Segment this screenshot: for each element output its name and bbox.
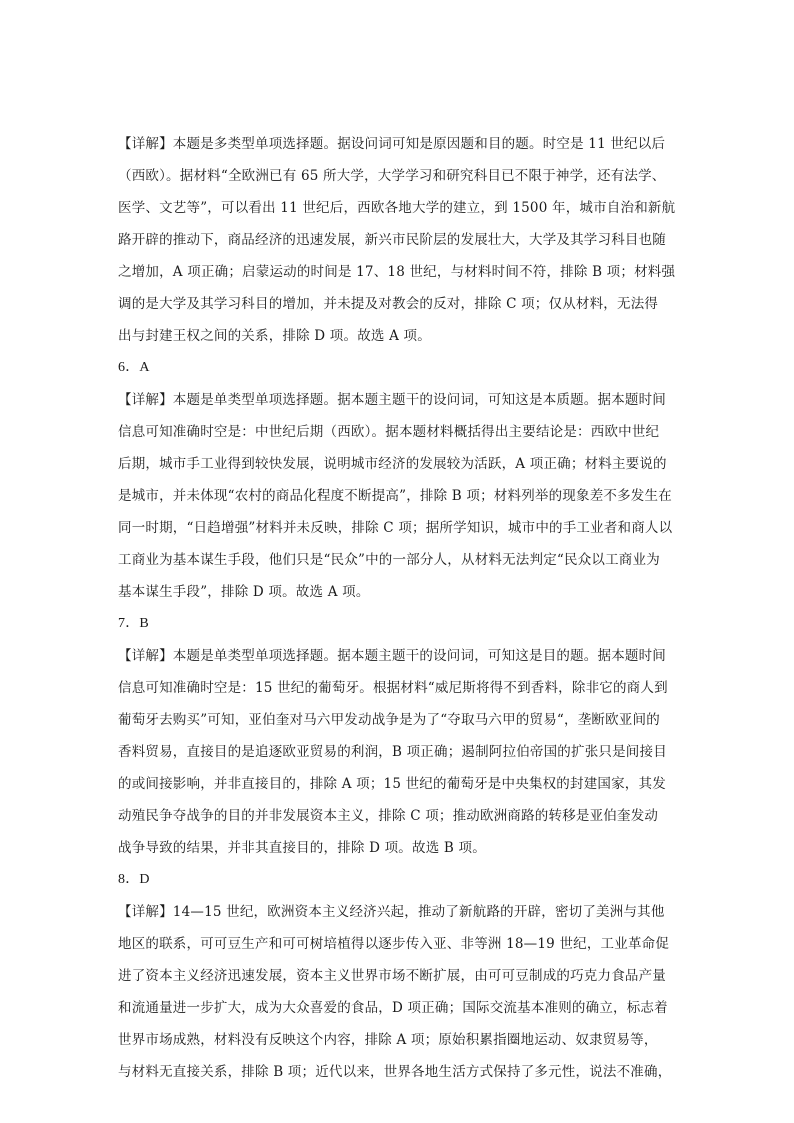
text-line: 信息可知准确时空是：中世纪后期（西欧）。据本题材料概括得出主要结论是：西欧中世纪 [118,424,660,440]
question-7 [118,608,678,864]
explanation-block-5 [118,128,678,352]
text-line: 地区的联系，可可豆生产和可可树培植得以逐步传入亚、非等洲 18—19 世纪，工业革命促 [118,936,670,952]
text-line: 和流通量进一步扩大，成为大众喜爱的食品，D 项正确；国际交流基本准则的确立，标志着 [118,1000,668,1016]
text-line: 信息可知准确时空是：15 世纪的葡萄牙。根据材料“威尼斯将得不到香料，除非它的商人到 [118,680,668,696]
question-8 [118,864,678,1088]
text-line: 【详解】本题是单类型单项选择题。据本题主题干的设问词，可知这是本质题。据本题时间 [118,392,666,408]
text-line: 进了资本主义经济迅速发展，资本主义世界市场不断扩展，由可可豆制成的巧克力食品产量 [118,968,666,984]
text-line: 医学、文艺等”，可以看出 11 世纪后，西欧各地大学的建立，到 1500 年，城市自治和新航 [118,200,676,216]
text-line: 【详解】本题是多类型单项选择题。据设问词可知是原因题和目的题。时空是 11 世纪以后 [118,136,666,152]
text-line: 是城市，并未体现“农村的商品化程度不断提高”，排除 B 项；材料列举的现象差不多发生在 [118,488,672,504]
text-line: 葡萄牙去购买”可知，亚伯奎对马六甲发动战争是为了“夺取马六甲的贸易“，垄断欧亚间的 [118,712,660,728]
answer-label: 8．D [118,872,150,887]
text-line: 调的是大学及其学习科目的增加，并未提及对教会的反对，排除 C 项；仅从材料，无法得 [118,296,659,312]
text-line: 的或间接影响，并非直接目的，排除 A 项；15 世纪的葡萄牙是中央集权的封建国家，其发 [118,776,666,792]
text-line: 路开辟的推动下，商品经济的迅速发展，新兴市民阶层的发展壮大，大学及其学习科目也随 [118,232,666,248]
text-line: 出与封建王权之间的关系，排除 D 项。故选 A 项。 [118,328,431,344]
text-line: 【详解】本题是单类型单项选择题。据本题主题干的设问词，可知这是目的题。据本题时间 [118,648,666,664]
text-line: 【详解】14—15 世纪，欧洲资本主义经济兴起，推动了新航路的开辟，密切了美洲与其他 [118,904,665,920]
answer-label: 7．B [118,616,149,631]
answer-label: 6．A [118,360,150,375]
document-content [118,128,678,1088]
text-line: 香料贸易，直接目的是追逐欧亚贸易的利润，B 项正确；遏制阿拉伯帝国的扩张只是间接目 [118,744,667,760]
text-line: 世界市场成熟，材料没有反映这个内容，排除 A 项；原始积累指圈地运动、奴隶贸易等， [118,1032,658,1048]
text-line: 战争导致的结果，并非其直接目的，排除 D 项。故选 B 项。 [118,840,486,856]
text-line: 动殖民争夺战争的目的并非发展资本主义，排除 C 项；推动欧洲商路的转移是亚伯奎发动 [118,808,659,824]
text-line: 同一时期，“日趋增强”材料并未反映，排除 C 项；据所学知识，城市中的手工业者和商人以 [118,520,673,536]
text-line: 与材料无直接关系，排除 B 项；近代以来，世界各地生活方式保持了多元性，说法不准确， [118,1064,672,1080]
text-line: 之增加，A 项正确；启蒙运动的时间是 17、18 世纪，与材料时间不符，排除 B 项；材料强 [118,264,676,280]
text-line: 基本谋生手段”，排除 D 项。故选 A 项。 [118,584,370,600]
text-line: （西欧）。据材料“全欧洲已有 65 所大学，大学学习和研究科目已不限于神学，还有法学、 [118,168,666,184]
text-line: 后期，城市手工业得到较快发展，说明城市经济的发展较为活跃，A 项正确；材料主要说的 [118,456,667,472]
text-line: 工商业为基本谋生手段，他们只是“民众”中的一部分人，从材料无法判定“民众以工商业为 [118,552,660,568]
question-6 [118,352,678,608]
